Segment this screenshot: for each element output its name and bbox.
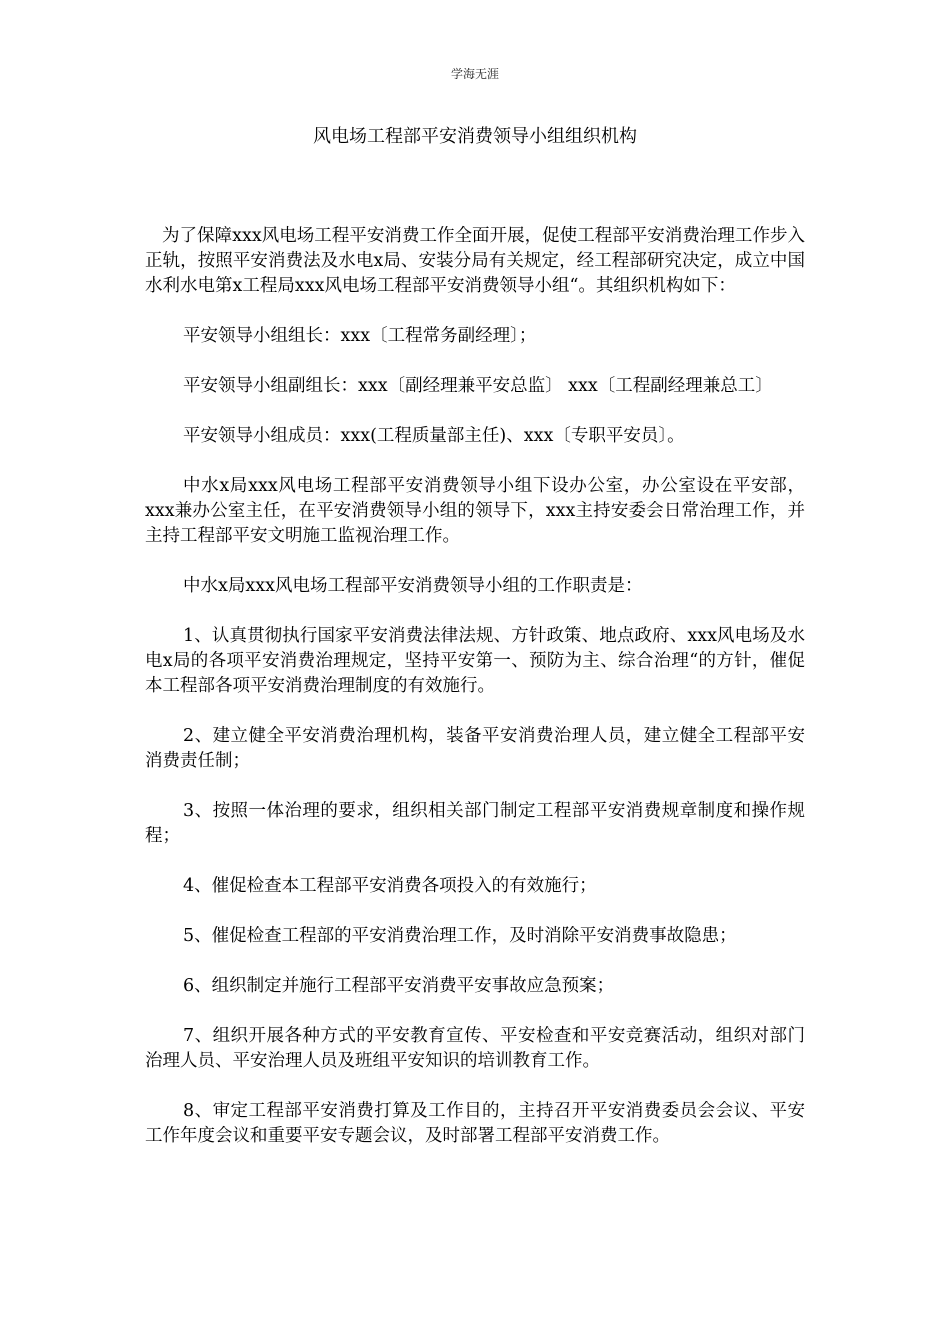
duty-item-3: 3、按照一体治理的要求，组织相关部门制定工程部平安消费规章制度和操作规程； (145, 801, 805, 846)
duty-item-6: 6、组织制定并施行工程部平安消费平安事故应急预案； (183, 976, 615, 996)
document-title: 风电场工程部平安消费领导小组组织机构 (313, 126, 637, 147)
duty-item-4: 4、催促检查本工程部平安消费各项投入的有效施行； (183, 876, 597, 896)
duty-item-8: 8、审定工程部平安消费打算及工作目的，主持召开平安消费委员会会议、平安工作年度会议和重要平安专题会议，及时部署工程部平安消费工作。 (145, 1101, 805, 1146)
duty-item-7: 7、组织开展各种方式的平安教育宣传、平安检查和平安竞赛活动，组织对部门治理人员、平安治理人员及班组平安知识的培训教育工作。 (145, 1026, 805, 1071)
duty-item-1: 1、认真贯彻执行国家平安消费法律法规、方针政策、地点政府、xxx风电场及水电x局的各项平安消费治理规定，坚持平安第一、预防为主、综合治理“的方针，催促本工程部各项平安消费治理制度的有效施行。 (145, 626, 805, 696)
duty-item-2: 2、建立健全平安消费治理机构，装备平安消费治理人员，建立健全工程部平安消费责任制； (145, 726, 805, 771)
paragraph-duties-heading: 中水x局xxx风电场工程部平安消费领导小组的工作职责是： (183, 576, 643, 596)
paragraph-members: 平安领导小组成员：xxx(工程质量部主任)、xxx〔专职平安员〕。 (183, 426, 685, 446)
paragraph-leader: 平安领导小组组长：xxx〔工程常务副经理〕； (183, 326, 537, 346)
paragraph-intro: 为了保障xxx风电场工程平安消费工作全面开展，促使工程部平安消费治理工作步入正轨，按照平安消费法及水电x局、安装分局有关规定，经工程部研究决定，成立中国水利水电第x工程局xxx风电场工程部平安消费领导小组“。其组织机构如下： (145, 226, 805, 296)
document-body (145, 224, 805, 1174)
paragraph-office: 中水x局xxx风电场工程部平安消费领导小组下设办公室，办公室设在平安部，xxx兼办公室主任，在平安消费领导小组的领导下，xxx主持安委会日常治理工作，并主持工程部平安文明施工监视治理工作。 (145, 476, 805, 546)
running-header: 学海无涯 (450, 67, 499, 81)
duty-item-5: 5、催促检查工程部的平安消费治理工作，及时消除平安消费事故隐患； (183, 926, 737, 946)
paragraph-deputy-leaders: 平安领导小组副组长：xxx〔副经理兼平安总监〕 xxx〔工程副经理兼总工〕 (183, 376, 773, 396)
